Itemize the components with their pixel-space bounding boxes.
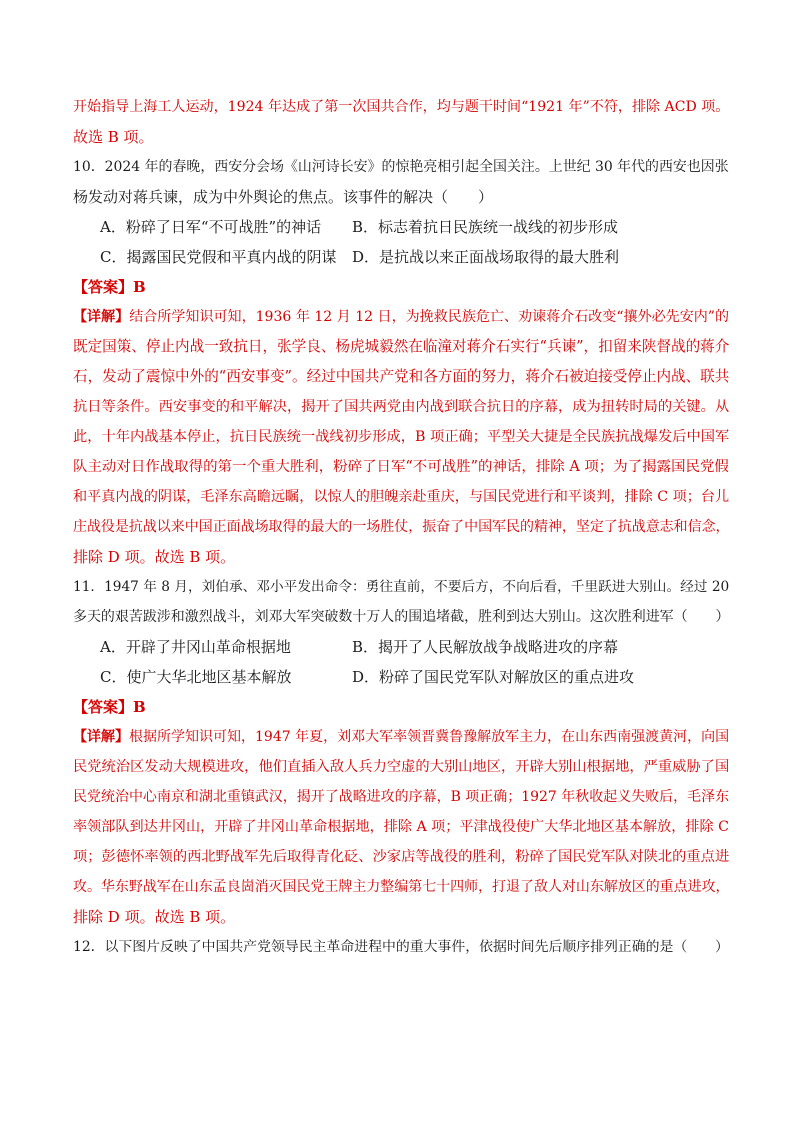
q10-options-row: [73, 212, 733, 242]
q10-detail-line: [73, 302, 733, 332]
q11-options-row: [73, 662, 733, 692]
q10-option-b: B．标志着抗日民族统一战线的初步形成: [352, 218, 619, 236]
q10-detail-line: 既定国策、停止内战一致抗日，张学良、杨虎城毅然在临潼对蒋介石实行“兵谏”，扣留来陕督战的蒋介: [73, 338, 730, 355]
q10-detail-line: 队主动对日作战取得的第一个重大胜利，粉碎了日军“不可战胜”的神话，排除 A 项；为了揭露国民党假: [73, 459, 729, 475]
detail-tag: 【详解】: [73, 729, 129, 745]
q10-options-row: [73, 242, 733, 272]
answer-value: B: [133, 698, 146, 716]
q11-option-a: A．开辟了井冈山革命根据地: [100, 638, 291, 656]
q11-detail-line: 率领部队到达井冈山，开辟了井冈山革命根据地，排除 A 项；平津战役使广大华北地区基本解放，排除 C: [73, 819, 729, 835]
q10-answer: [73, 272, 733, 302]
q11-detail-line: 民党统治区发动大规模进攻，他们直插入敌人兵力空虚的大别山地区，开辟大别山根据地，严重威胁了国: [73, 759, 730, 775]
q11-stem-line: 多天的艰苦跋涉和激烈战斗，刘邓大军突破数十万人的围追堵截，胜利到达大别山。这次胜利进军（ ）: [73, 609, 730, 625]
q11-detail-line: [73, 722, 733, 752]
q11-detail-line: 民党统治中心南京和湖北重镇武汉，揭开了战略进攻的序幕，B 项正确；1927 年秋收起义失败后，毛泽东: [73, 789, 730, 805]
q10-detail-line: 石，发动了震惊中外的“西安事变”。经过中国共产党和各方面的努力，蒋介石被迫接受停止内战、联共: [73, 368, 730, 385]
q11-stem-line: 11．1947 年 8 月，刘伯承、邓小平发出命令：勇往直前，不要后方，不向后看，千里跃进大别山。经过 20: [73, 579, 730, 595]
q10-stem-line: 10．2024 年的春晚，西安分会场《山河诗长安》的惊艳亮相引起全国关注。上世纪 30 年代的西安也因张: [73, 159, 729, 175]
q11-detail-line: 排除 D 项。故选 B 项。: [73, 908, 236, 926]
q11-detail-line: 项；彭德怀率领的西北野战军先后取得青化砭、沙家店等战役的胜利，粉碎了国民党军队对陕北的重点进: [73, 849, 730, 865]
q11-detail-line: 攻。华东野战军在山东孟良崮消灭国民党王牌主力整编第七十四师，打退了敌人对山东解放区的重点进攻，: [73, 879, 730, 895]
answer-tag: 【答案】: [73, 278, 134, 296]
document-page: [73, 92, 733, 962]
q10-option-c: C．揭露国民党假和平真内战的阴谋: [100, 248, 337, 266]
detail-text: 结合所学知识可知，1936 年 12 月 12 日，为挽救民族危亡、劝谏蒋介石改变“攘外必先安内”的: [129, 309, 730, 325]
q10-stem-line: 杨发动对蒋兵谏，成为中外舆论的焦点。该事件的解决（ ）: [73, 188, 494, 206]
q10-option-a: A．粉碎了日军“不可战胜”的神话: [100, 218, 322, 236]
q10-detail-line: 抗日等条件。西安事变的和平解决，揭开了国共两党由内战到联合抗日的序幕，成为扭转时局的关键。从: [73, 399, 730, 415]
q10-detail-line: 和平真内战的阴谋，毛泽东高瞻远瞩，以惊人的胆魄亲赴重庆，与国民党进行和平谈判，排除 C 项；台儿: [73, 489, 730, 505]
q10-detail-line: 此，十年内战基本停止，抗日民族统一战线初步形成，B 项正确；平型关大捷是全民族抗战爆发后中国军: [73, 429, 730, 445]
q9-detail-line: 开始指导上海工人运动，1924 年达成了第一次国共合作，均与题干时间“1921 年”不符，排除 ACD 项。: [73, 99, 730, 115]
detail-tag: 【详解】: [73, 309, 130, 325]
q10-detail-line: 庄战役是抗战以来中国正面战场取得的最大的一场胜仗，振奋了中国军民的精神，坚定了抗战意志和信念，: [73, 519, 730, 535]
q11-answer: [73, 692, 733, 722]
q11-option-c: C．使广大华北地区基本解放: [100, 668, 292, 686]
answer-value: B: [133, 278, 146, 296]
q10-option-d: D．是抗战以来正面战场取得的最大胜利: [352, 248, 620, 266]
q11-option-d: D．粉碎了国民党军队对解放区的重点进攻: [352, 668, 635, 686]
q9-detail-line: 故选 B 项。: [73, 128, 154, 146]
answer-tag: 【答案】: [73, 698, 134, 716]
q11-options-row: [73, 632, 733, 662]
q10-detail-line: 排除 D 项。故选 B 项。: [73, 548, 236, 566]
detail-text: 根据所学知识可知，1947 年夏，刘邓大军率领晋冀鲁豫解放军主力，在山东西南强渡黄河，向国: [129, 729, 730, 745]
q11-option-b: B．揭开了人民解放战争战略进攻的序幕: [352, 638, 619, 656]
q12-stem-line: 12．以下图片反映了中国共产党领导民主革命进程中的重大事件，依据时间先后顺序排列正确的是（ ）: [73, 939, 729, 955]
